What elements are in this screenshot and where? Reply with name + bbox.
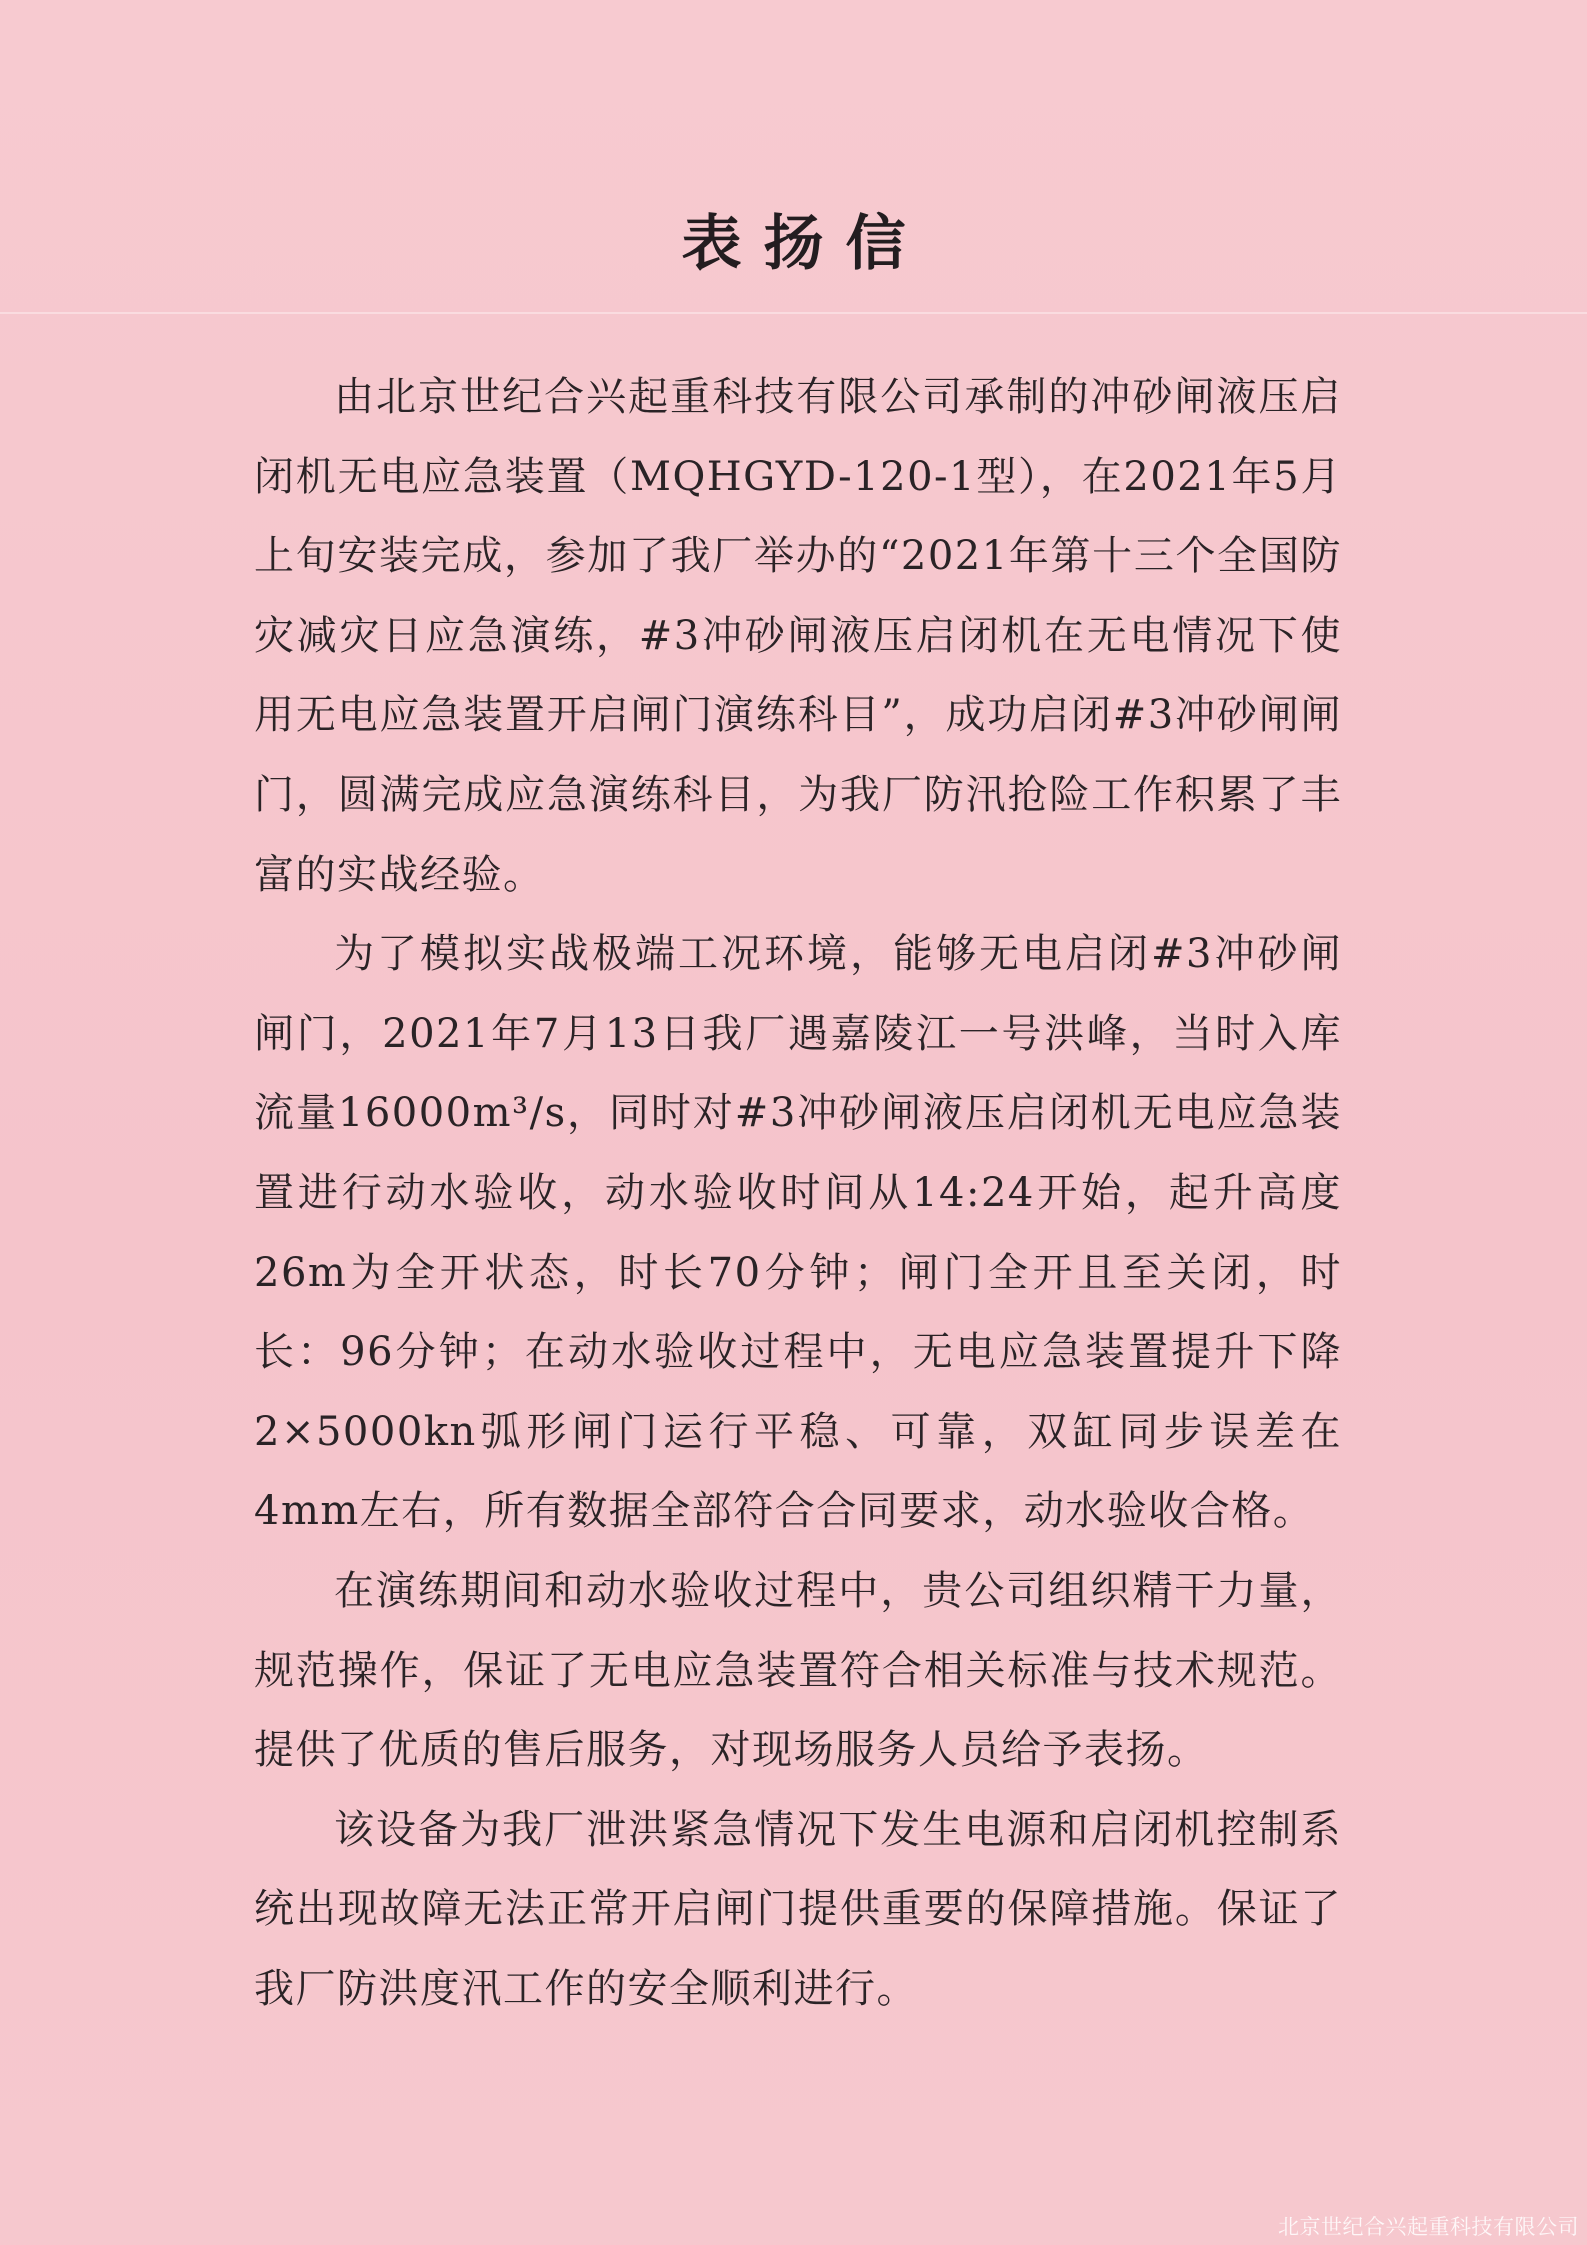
letter-title: 表扬信 xyxy=(681,209,928,279)
paper-fold-line xyxy=(0,312,1587,314)
paragraph-acceptance-test: 为了模拟实战极端工况环境，能够无电启闭#3冲砂闸闸门，2021年7月13日我厂遇嘉陵江一号洪峰，当时入库流量16000m³/s，同时对#3冲砂闸液压启闭机无电应急装置进行动水验收，动水验收时间从14:24开始，起升高度26m为全开状态，时长70分钟；闸门全开且至关闭，时长：96分钟；在动水验收过程中，无电应急装置提升下降2×5000kn弧形闸门运行平稳、可靠，双缸同步误差在4mm左右，所有数据全部符合合同要求，动水验收合格。 xyxy=(254,931,1342,1535)
paragraph-significance: 该设备为我厂泄洪紧急情况下发生电源和启闭机控制系统出现故障无法正常开启闸门提供重要的保障措施。保证了我厂防洪度汛工作的安全顺利进行。 xyxy=(254,1806,1342,2012)
company-watermark: 北京世纪合兴起重科技有限公司 xyxy=(1278,2216,1579,2239)
letter-body xyxy=(254,358,1342,2029)
paragraph-praise: 在演练期间和动水验收过程中，贵公司组织精干力量，规范操作，保证了无电应急装置符合相关标准与技术规范。提供了优质的售后服务，对现场服务人员给予表扬。 xyxy=(254,1567,1342,1774)
paragraph-installation: 由北京世纪合兴起重科技有限公司承制的冲砂闸液压启闭机无电应急装置（MQHGYD-120-1型），在2021年5月上旬安装完成，参加了我厂举办的“2021年第十三个全国防灾减灾日应急演练，#3冲砂闸液压启闭机在无电情况下使用无电应急装置开启闸门演练科目”，成功启闭#3冲砂闸闸门，圆满完成应急演练科目，为我厂防汛抢险工作积累了丰富的实战经验。 xyxy=(254,374,1342,898)
